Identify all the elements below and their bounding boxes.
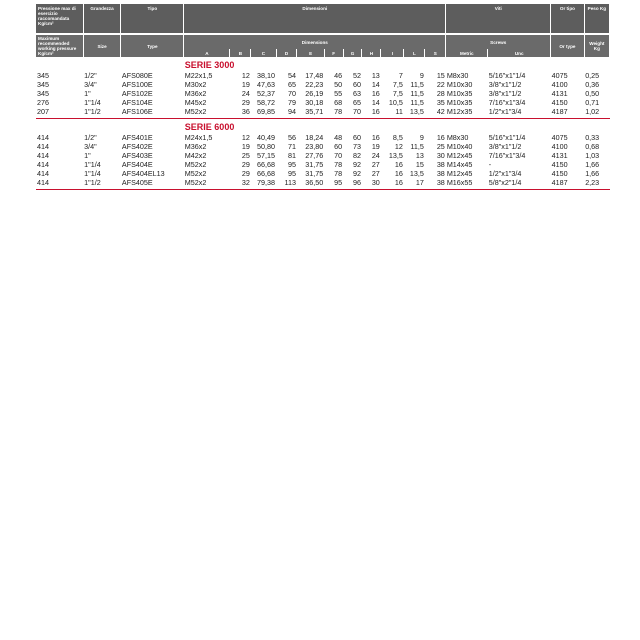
dim-h-cell: 16 — [371, 106, 380, 116]
series-heading-row — [36, 119, 610, 134]
dim-f-cell: 78 — [334, 168, 343, 178]
dim-c-cell: 38,10 — [257, 70, 276, 80]
dim-e-cell: 22,23 — [305, 79, 324, 89]
unc-screw-cell: 1/2"x1"3/4 — [488, 168, 522, 178]
dim-b-cell: 19 — [241, 141, 250, 151]
dim-g-cell: 92 — [352, 168, 361, 178]
oring-cell: 4187 — [551, 177, 568, 187]
flange-spec-table — [36, 4, 610, 190]
unc-screw-cell: - — [488, 159, 492, 169]
dim-a-cell: M36x2 — [184, 88, 207, 98]
dim-c-cell: 57,15 — [257, 150, 276, 160]
dim-b-cell: 29 — [241, 159, 250, 169]
pressure-cell: 207 — [37, 106, 49, 116]
dim-l-cell: 13,5 — [409, 168, 424, 178]
dim-a-cell: M52x2 — [184, 168, 207, 178]
table-header — [36, 4, 610, 57]
table-row — [36, 98, 610, 107]
oring-cell: 4100 — [551, 79, 568, 89]
dim-b-cell: 29 — [241, 168, 250, 178]
pressure-cell: 414 — [37, 168, 49, 178]
dim-col-header: H — [362, 49, 381, 57]
type-header-it: Tipo — [121, 4, 184, 34]
dim-a-cell: M36x2 — [184, 141, 207, 151]
dim-l-cell: 11,5 — [410, 88, 424, 98]
weight-header-en: Weight Kg — [584, 34, 609, 57]
weight-header-it: Peso Kg — [584, 4, 609, 34]
type-cell: AFS106E — [121, 106, 153, 116]
weight-cell: 0,50 — [585, 88, 600, 98]
screws-header-en: Screws — [446, 34, 551, 49]
dim-l-cell: 11,5 — [410, 97, 424, 107]
dim-i-cell: 16 — [394, 159, 403, 169]
dim-d-cell: 65 — [287, 79, 296, 89]
unc-screw-cell: 3/8"x1"1/2 — [488, 79, 522, 89]
pressure-cell: 414 — [37, 141, 49, 151]
pressure-header-it: Pressione max di esercizio raccomandata Kg/cm² — [36, 4, 83, 34]
divider-line — [36, 187, 610, 190]
dim-b-cell: 32 — [241, 177, 250, 187]
series-heading-row — [36, 57, 610, 71]
metric-header: Metric — [446, 49, 488, 57]
series-title: SERIE 6000 — [184, 122, 235, 132]
metric-screw-cell: M14x45 — [446, 159, 473, 169]
size-cell: 1/2" — [84, 132, 97, 142]
dim-i-cell: 16 — [394, 177, 403, 187]
unc-screw-cell: 7/16"x1"3/4 — [488, 97, 526, 107]
oring-cell: 4187 — [551, 106, 568, 116]
dim-a-cell: M52x2 — [184, 159, 207, 169]
pressure-cell: 276 — [37, 97, 49, 107]
dim-c-cell: 40,49 — [257, 132, 276, 142]
dim-f-cell: 50 — [334, 79, 343, 89]
table-row — [36, 71, 610, 80]
weight-cell: 1,66 — [585, 159, 600, 169]
dim-e-cell: 30,18 — [305, 97, 324, 107]
dim-s-cell: 30 — [436, 150, 445, 160]
dim-s-cell: 16 — [436, 132, 445, 142]
dim-col-header: I — [381, 49, 404, 57]
dim-e-cell: 31,75 — [305, 168, 324, 178]
type-cell: AFS401E — [121, 132, 153, 142]
dim-b-cell: 24 — [241, 88, 250, 98]
dim-col-header: C — [251, 49, 276, 57]
dim-col-header: G — [343, 49, 362, 57]
size-cell: 3/4" — [84, 141, 97, 151]
dim-s-cell: 38 — [436, 177, 445, 187]
dim-col-header: S — [425, 49, 446, 57]
dim-e-cell: 27,76 — [305, 150, 324, 160]
type-cell: AFS100E — [121, 79, 153, 89]
weight-cell: 1,66 — [585, 168, 600, 178]
weight-cell: 0,33 — [585, 132, 600, 142]
dim-h-cell: 27 — [371, 168, 380, 178]
table-row — [36, 160, 610, 169]
type-cell: AFS102E — [121, 88, 153, 98]
type-cell: AFS104E — [121, 97, 153, 107]
dim-d-cell: 70 — [287, 88, 296, 98]
pressure-header-en: Maximum recommended working pressure Kg/cm² — [36, 34, 83, 57]
dim-e-cell: 23,80 — [305, 141, 324, 151]
series-divider — [36, 187, 610, 190]
dim-c-cell: 47,63 — [257, 79, 276, 89]
metric-screw-cell: M8x30 — [446, 132, 469, 142]
series-spacer — [36, 57, 184, 71]
metric-screw-cell: M10x30 — [446, 79, 473, 89]
table-row — [36, 80, 610, 89]
dim-l-cell: 13 — [415, 150, 424, 160]
dim-d-cell: 79 — [287, 97, 296, 107]
dim-s-cell: 28 — [436, 88, 445, 98]
size-cell: 1"1/2 — [84, 177, 101, 187]
type-header-en: Type — [121, 34, 184, 57]
size-cell: 1"1/4 — [84, 97, 101, 107]
table-row — [36, 178, 610, 187]
weight-cell: 0,71 — [585, 97, 600, 107]
oring-cell: 4075 — [551, 70, 568, 80]
dim-c-cell: 52,37 — [257, 88, 276, 98]
dim-col-header: E — [297, 49, 324, 57]
dim-a-cell: M24x1,5 — [184, 132, 213, 142]
dim-col-header: A — [184, 49, 230, 57]
dim-f-cell: 70 — [334, 150, 343, 160]
unc-screw-cell: 5/16"x1"1/4 — [488, 70, 526, 80]
dim-l-cell: 9 — [419, 70, 424, 80]
dim-b-cell: 19 — [241, 79, 250, 89]
weight-cell: 1,02 — [585, 106, 600, 116]
size-header-it: Grandezza — [83, 4, 121, 34]
dim-h-cell: 30 — [371, 177, 380, 187]
dim-f-cell: 60 — [334, 141, 343, 151]
table-row — [36, 89, 610, 98]
dim-g-cell: 52 — [352, 70, 361, 80]
dim-s-cell: 15 — [436, 70, 445, 80]
size-cell: 3/4" — [84, 79, 97, 89]
dim-l-cell: 11,5 — [410, 79, 424, 89]
weight-cell: 0,25 — [585, 70, 600, 80]
unc-screw-cell: 5/16"x1"1/4 — [488, 132, 526, 142]
type-cell: AFS405E — [121, 177, 153, 187]
dim-b-cell: 12 — [241, 70, 250, 80]
dim-h-cell: 24 — [371, 150, 380, 160]
dim-i-cell: 8,5 — [392, 132, 403, 142]
dim-a-cell: M22x1,5 — [184, 70, 213, 80]
dim-a-cell: M42x2 — [184, 150, 207, 160]
dim-h-cell: 14 — [371, 79, 380, 89]
unc-header: Unc — [488, 49, 551, 57]
oring-cell: 4100 — [551, 141, 568, 151]
dim-g-cell: 82 — [352, 150, 361, 160]
dim-b-cell: 25 — [241, 150, 250, 160]
dim-g-cell: 73 — [352, 141, 361, 151]
screws-header-it: Viti — [446, 4, 551, 34]
dimensions-header-en: Dimensions — [184, 34, 446, 49]
dim-g-cell: 92 — [352, 159, 361, 169]
dim-d-cell: 113 — [284, 177, 296, 187]
pressure-cell: 414 — [37, 177, 49, 187]
pressure-cell: 345 — [37, 70, 49, 80]
weight-cell: 1,03 — [585, 150, 600, 160]
unc-screw-cell: 7/16"x1"3/4 — [488, 150, 526, 160]
size-cell: 1"1/4 — [84, 168, 101, 178]
dim-i-cell: 7 — [398, 70, 403, 80]
pressure-cell: 345 — [37, 88, 49, 98]
pressure-cell: 345 — [37, 79, 49, 89]
dim-c-cell: 66,68 — [257, 159, 276, 169]
dim-d-cell: 94 — [287, 106, 296, 116]
metric-screw-cell: M12x45 — [446, 150, 473, 160]
dimensions-header-it: Dimensioni — [184, 4, 446, 34]
dim-s-cell: 25 — [436, 141, 445, 151]
dim-g-cell: 70 — [352, 106, 361, 116]
dim-f-cell: 78 — [334, 159, 343, 169]
dim-l-cell: 11,5 — [410, 141, 424, 151]
dim-e-cell: 18,24 — [305, 132, 324, 142]
dim-c-cell: 79,38 — [257, 177, 276, 187]
size-cell: 1"1/4 — [84, 159, 101, 169]
oring-cell: 4150 — [551, 168, 568, 178]
dim-i-cell: 16 — [394, 168, 403, 178]
dim-e-cell: 26,19 — [305, 88, 324, 98]
dim-s-cell: 42 — [436, 106, 445, 116]
dim-e-cell: 35,71 — [305, 106, 324, 116]
table-row — [36, 169, 610, 178]
oring-cell: 4075 — [551, 132, 568, 142]
dim-g-cell: 60 — [352, 79, 361, 89]
dim-b-cell: 12 — [241, 132, 250, 142]
oring-cell: 4150 — [551, 159, 568, 169]
table-body — [36, 57, 610, 190]
dim-g-cell: 60 — [352, 132, 361, 142]
dim-d-cell: 81 — [287, 150, 296, 160]
series-title: SERIE 3000 — [184, 60, 235, 70]
dim-f-cell: 78 — [334, 106, 343, 116]
metric-screw-cell: M12x45 — [446, 168, 473, 178]
dim-c-cell: 69,85 — [257, 106, 276, 116]
dim-a-cell: M52x2 — [184, 177, 207, 187]
metric-screw-cell: M8x30 — [446, 70, 469, 80]
dim-g-cell: 65 — [352, 97, 361, 107]
size-cell: 1/2" — [84, 70, 97, 80]
type-cell: AFS080E — [121, 70, 153, 80]
unc-screw-cell: 3/8"x1"1/2 — [488, 88, 522, 98]
dim-e-cell: 31,75 — [305, 159, 324, 169]
dim-d-cell: 54 — [287, 70, 296, 80]
type-cell: AFS402E — [121, 141, 153, 151]
dim-b-cell: 29 — [241, 97, 250, 107]
dim-col-header: B — [230, 49, 251, 57]
dim-f-cell: 95 — [334, 177, 343, 187]
size-cell: 1" — [84, 150, 91, 160]
dim-col-header: F — [324, 49, 343, 57]
dim-g-cell: 96 — [352, 177, 361, 187]
weight-cell: 2,23 — [585, 177, 600, 187]
dim-l-cell: 15 — [415, 159, 424, 169]
dim-l-cell: 13,5 — [409, 106, 424, 116]
dim-h-cell: 27 — [371, 159, 380, 169]
pressure-cell: 414 — [37, 132, 49, 142]
series-spacer — [36, 119, 184, 134]
size-cell: 1"1/2 — [84, 106, 101, 116]
table-row — [36, 151, 610, 160]
dim-col-header: L — [404, 49, 425, 57]
oring-header-en: Or type — [551, 34, 585, 57]
dim-i-cell: 7,5 — [392, 79, 403, 89]
pressure-cell: 414 — [37, 159, 49, 169]
oring-cell: 4131 — [551, 150, 568, 160]
spec-table-sheet — [36, 4, 610, 190]
table-row — [36, 107, 610, 116]
weight-cell: 0,36 — [585, 79, 600, 89]
dim-b-cell: 36 — [241, 106, 250, 116]
dim-f-cell: 46 — [334, 70, 343, 80]
dim-d-cell: 95 — [287, 168, 296, 178]
type-cell: AFS404E — [121, 159, 153, 169]
dim-e-cell: 17,48 — [305, 70, 324, 80]
dim-i-cell: 7,5 — [392, 88, 403, 98]
type-cell: AFS403E — [121, 150, 153, 160]
unc-screw-cell: 5/8"x2"1/4 — [488, 177, 522, 187]
dim-i-cell: 10,5 — [388, 97, 403, 107]
dim-l-cell: 17 — [415, 177, 424, 187]
metric-screw-cell: M10x40 — [446, 141, 473, 151]
dim-d-cell: 95 — [287, 159, 296, 169]
table-row — [36, 133, 610, 142]
dim-s-cell: 35 — [436, 97, 445, 107]
dim-c-cell: 66,68 — [257, 168, 276, 178]
dim-c-cell: 58,72 — [257, 97, 276, 107]
dim-a-cell: M30x2 — [184, 79, 207, 89]
unc-screw-cell: 3/8"x1"1/2 — [488, 141, 522, 151]
dim-i-cell: 11 — [395, 106, 403, 116]
dim-i-cell: 12 — [394, 141, 403, 151]
oring-header-it: Or tipo — [551, 4, 585, 34]
dim-h-cell: 13 — [371, 70, 380, 80]
dim-s-cell: 38 — [436, 168, 445, 178]
metric-screw-cell: M10x35 — [446, 88, 473, 98]
weight-cell: 0,68 — [585, 141, 600, 151]
pressure-cell: 414 — [37, 150, 49, 160]
dim-s-cell: 38 — [436, 159, 445, 169]
size-header-en: Size — [83, 34, 121, 57]
dim-g-cell: 63 — [352, 88, 361, 98]
dim-f-cell: 55 — [334, 88, 343, 98]
dim-i-cell: 13,5 — [388, 150, 403, 160]
dim-h-cell: 19 — [371, 141, 380, 151]
metric-screw-cell: M10x35 — [446, 97, 473, 107]
dim-h-cell: 16 — [371, 88, 380, 98]
dim-l-cell: 9 — [419, 132, 424, 142]
dim-h-cell: 16 — [371, 132, 380, 142]
unc-screw-cell: 1/2"x1"3/4 — [488, 106, 522, 116]
dim-e-cell: 36,50 — [305, 177, 324, 187]
dim-c-cell: 50,80 — [257, 141, 276, 151]
oring-cell: 4150 — [551, 97, 568, 107]
metric-screw-cell: M16x55 — [446, 177, 473, 187]
dim-f-cell: 68 — [334, 97, 343, 107]
size-cell: 1" — [84, 88, 91, 98]
dim-s-cell: 22 — [436, 79, 445, 89]
dim-col-header: D — [276, 49, 297, 57]
dim-h-cell: 14 — [371, 97, 380, 107]
dim-d-cell: 71 — [287, 141, 296, 151]
dim-a-cell: M52x2 — [184, 106, 207, 116]
oring-cell: 4131 — [551, 88, 568, 98]
dim-d-cell: 56 — [287, 132, 296, 142]
metric-screw-cell: M12x35 — [446, 106, 473, 116]
table-row — [36, 142, 610, 151]
type-cell: AFS404EL13 — [121, 168, 165, 178]
dim-f-cell: 48 — [334, 132, 343, 142]
dim-a-cell: M45x2 — [184, 97, 207, 107]
